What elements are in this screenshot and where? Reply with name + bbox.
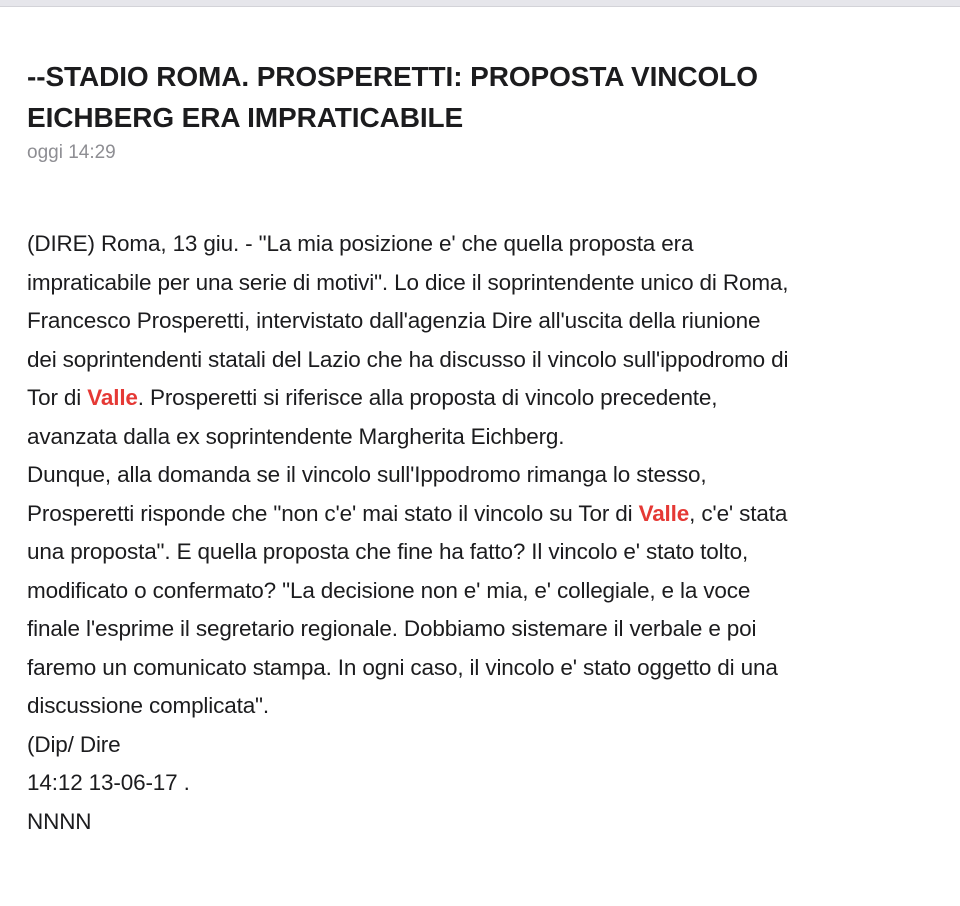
body-line: Dunque, alla domanda se il vincolo sull'Ippodromo rimanga lo stesso,	[27, 462, 707, 487]
body-line	[27, 379, 937, 418]
body-text-segment: . Prosperetti si riferisce alla proposta di vincolo precedente,	[137, 385, 718, 410]
highlighted-keyword: Valle	[87, 385, 138, 410]
article-body	[27, 225, 937, 841]
top-divider	[0, 0, 960, 7]
body-line: impraticabile per una serie di motivi". Lo dice il soprintendente unico di Roma,	[27, 269, 789, 295]
news-article	[27, 56, 937, 841]
body-line	[27, 495, 937, 534]
body-line: dei soprintendenti statali del Lazio che ha discusso il vincolo sull'ippodromo di	[27, 346, 789, 372]
body-line: discussione complicata".	[27, 693, 269, 718]
body-text-segment: , c'e' stata	[689, 500, 788, 526]
body-line: Francesco Prosperetti, intervistato dall'agenzia Dire all'uscita della riunione	[27, 308, 761, 333]
end-marker: NNNN	[27, 808, 92, 834]
byline: (Dip/ Dire	[27, 731, 121, 757]
body-line: una proposta". E quella proposta che fine ha fatto? Il vincolo e' stato tolto,	[27, 539, 749, 564]
body-text-segment: Tor di	[27, 385, 88, 410]
headline-line: EICHBERG ERA IMPRATICABILE	[27, 102, 464, 133]
article-timestamp: oggi 14:29	[27, 142, 116, 163]
headline-line: --STADIO ROMA. PROSPERETTI: PROPOSTA VINCOLO	[27, 61, 758, 92]
body-line: faremo un comunicato stampa. In ogni caso, il vincolo e' stato oggetto di una	[27, 654, 778, 680]
body-text-segment: Prosperetti risponde che "non c'e' mai stato il vincolo su Tor di	[27, 500, 639, 526]
body-line: (DIRE) Roma, 13 giu. - "La mia posizione e' che quella proposta era	[27, 231, 694, 256]
body-line: avanzata dalla ex soprintendente Margherita Eichberg.	[27, 423, 565, 449]
article-headline	[27, 56, 937, 138]
highlighted-keyword: Valle	[638, 500, 690, 526]
body-line: finale l'esprime il segretario regionale. Dobbiamo sistemare il verbale e poi	[27, 616, 757, 641]
body-line: modificato o confermato? "La decisione non e' mia, e' collegiale, e la voce	[27, 577, 751, 603]
dateline: 14:12 13-06-17 .	[27, 770, 190, 795]
